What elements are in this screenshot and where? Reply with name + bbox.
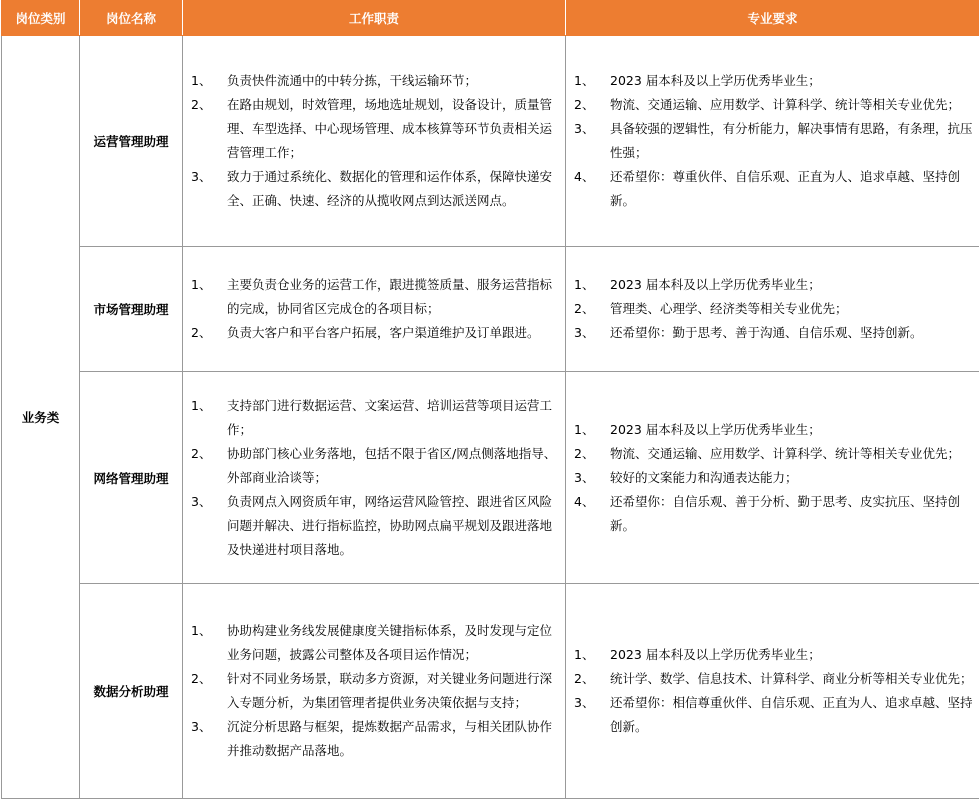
item-number: 2、 xyxy=(191,97,212,112)
item-text: 还希望你：相信尊重伙伴、自信乐观、正直为人、追求卓越、坚持创新。 xyxy=(610,695,973,734)
requirement-item xyxy=(574,643,973,667)
item-text: 2023 届本科及以上学历优秀毕业生； xyxy=(610,277,821,292)
requirements-cell xyxy=(566,584,979,799)
item-number: 2、 xyxy=(574,671,595,686)
requirements-cell xyxy=(566,372,979,584)
requirement-item xyxy=(574,490,973,538)
item-text: 负责网点入网资质年审，网络运营风险管控、跟进省区风险问题并解决、进行指标监控，协助网点扁平规划及跟进落地及快递进村项目落地。 xyxy=(227,493,553,557)
item-number: 1、 xyxy=(574,421,595,437)
duty-item xyxy=(191,93,559,165)
duties-cell xyxy=(183,584,566,799)
item-number: 1、 xyxy=(574,73,595,88)
item-text: 还希望你：尊重伙伴、自信乐观、正直为人、追求卓越、坚持创新。 xyxy=(610,169,961,208)
requirement-item xyxy=(574,69,973,93)
item-number: 3、 xyxy=(574,469,595,485)
position-name: 市场管理助理 xyxy=(80,247,183,372)
item-text: 沉淀分析思路与框架，提炼数据产品需求，与相关团队协作并推动数据产品落地。 xyxy=(227,719,553,758)
item-text: 在路由规划，时效管理，场地选址规划，设备设计，质量管理、车型选择、中心现场管理、成本核算等环节负责相关运营管理工作； xyxy=(227,97,553,160)
duty-item xyxy=(191,442,559,490)
item-number: 3、 xyxy=(574,121,595,136)
duty-item xyxy=(191,667,559,715)
requirement-item xyxy=(574,667,973,691)
duty-item xyxy=(191,165,559,213)
duty-item xyxy=(191,619,559,667)
position-name: 运营管理助理 xyxy=(80,36,183,247)
header-category: 岗位类别 xyxy=(2,1,80,36)
table-row xyxy=(2,247,979,372)
item-number: 3、 xyxy=(574,325,595,340)
duty-item xyxy=(191,490,559,562)
table-row xyxy=(2,36,979,247)
item-text: 还希望你：自信乐观、善于分析、勤于思考、皮实抗压、坚持创新。 xyxy=(610,493,961,533)
duty-item xyxy=(191,715,559,763)
item-number: 1、 xyxy=(191,397,212,413)
item-number: 2、 xyxy=(191,325,212,340)
header-row xyxy=(2,1,979,36)
item-text: 还希望你：勤于思考、善于沟通、自信乐观、坚持创新。 xyxy=(610,325,923,340)
duty-item xyxy=(191,394,559,442)
position-name: 数据分析助理 xyxy=(80,584,183,799)
item-text: 负责快件流通中的中转分拣，干线运输环节； xyxy=(227,73,478,88)
requirements-cell xyxy=(566,247,979,372)
category-cell: 业务类 xyxy=(2,36,80,799)
item-text: 物流、交通运输、应用数学、计算科学、统计等相关专业优先； xyxy=(610,97,961,112)
item-number: 1、 xyxy=(191,277,212,292)
header-position: 岗位名称 xyxy=(80,1,183,36)
table-row xyxy=(2,372,979,584)
requirements-cell xyxy=(566,36,979,247)
item-text: 针对不同业务场景，联动多方资源，对关键业务问题进行深入专题分析，为集团管理者提供业务决策依据与支持； xyxy=(227,671,553,710)
item-number: 3、 xyxy=(191,169,212,184)
requirement-item xyxy=(574,117,973,165)
item-text: 管理类、心理学、经济类等相关专业优先； xyxy=(610,301,848,316)
item-text: 主要负责仓业务的运营工作，跟进揽签质量、服务运营指标的完成，协同省区完成仓的各项目标； xyxy=(227,277,553,316)
item-number: 2、 xyxy=(574,301,595,316)
header-duties: 工作职责 xyxy=(183,1,566,36)
requirement-item xyxy=(574,165,973,213)
duties-cell xyxy=(183,36,566,247)
item-text: 物流、交通运输、应用数学、计算科学、统计等相关专业优先； xyxy=(610,445,961,461)
item-number: 2、 xyxy=(191,445,212,461)
item-text: 2023 届本科及以上学历优秀毕业生； xyxy=(610,73,821,88)
item-number: 1、 xyxy=(191,73,212,88)
item-text: 统计学、数学、信息技术、计算科学、商业分析等相关专业优先； xyxy=(610,671,973,686)
table-row xyxy=(2,584,979,799)
duties-cell xyxy=(183,247,566,372)
header-requirements: 专业要求 xyxy=(566,1,979,36)
item-number: 2、 xyxy=(574,97,595,112)
duty-item xyxy=(191,321,559,345)
item-text: 具备较强的逻辑性，有分析能力，解决事情有思路，有条理，抗压性强； xyxy=(610,121,973,160)
requirement-item xyxy=(574,466,973,490)
requirement-item xyxy=(574,418,973,442)
requirement-item xyxy=(574,442,973,466)
item-text: 支持部门进行数据运营、文案运营、培训运营等项目运营工作； xyxy=(227,397,553,437)
requirement-item xyxy=(574,273,973,297)
item-number: 1、 xyxy=(574,647,595,662)
item-number: 3、 xyxy=(191,493,212,509)
item-text: 2023 届本科及以上学历优秀毕业生； xyxy=(610,421,821,437)
item-text: 协助部门核心业务落地，包括不限于省区/网点侧落地指导、外部商业洽谈等； xyxy=(227,445,557,485)
item-text: 协助构建业务线发展健康度关键指标体系，及时发现与定位业务问题，披露公司整体及各项目运作情况； xyxy=(227,623,553,662)
requirement-item xyxy=(574,297,973,321)
position-name: 网络管理助理 xyxy=(80,372,183,584)
item-number: 1、 xyxy=(574,277,595,292)
item-text: 负责大客户和平台客户拓展，客户渠道维护及订单跟进。 xyxy=(227,325,540,340)
item-number: 4、 xyxy=(574,493,595,509)
job-table xyxy=(1,0,979,799)
item-number: 4、 xyxy=(574,169,595,184)
duties-cell xyxy=(183,372,566,584)
item-number: 2、 xyxy=(574,445,595,461)
item-number: 1、 xyxy=(191,623,212,638)
item-text: 致力于通过系统化、数据化的管理和运作体系，保障快递安全、正确、快速、经济的从揽收网点到达派送网点。 xyxy=(227,169,553,208)
requirement-item xyxy=(574,93,973,117)
item-text: 2023 届本科及以上学历优秀毕业生； xyxy=(610,647,821,662)
requirement-item xyxy=(574,691,973,739)
item-number: 2、 xyxy=(191,671,212,686)
item-text: 较好的文案能力和沟通表达能力； xyxy=(610,469,798,485)
item-number: 3、 xyxy=(191,719,212,734)
duty-item xyxy=(191,273,559,321)
duty-item xyxy=(191,69,559,93)
item-number: 3、 xyxy=(574,695,595,710)
requirement-item xyxy=(574,321,973,345)
